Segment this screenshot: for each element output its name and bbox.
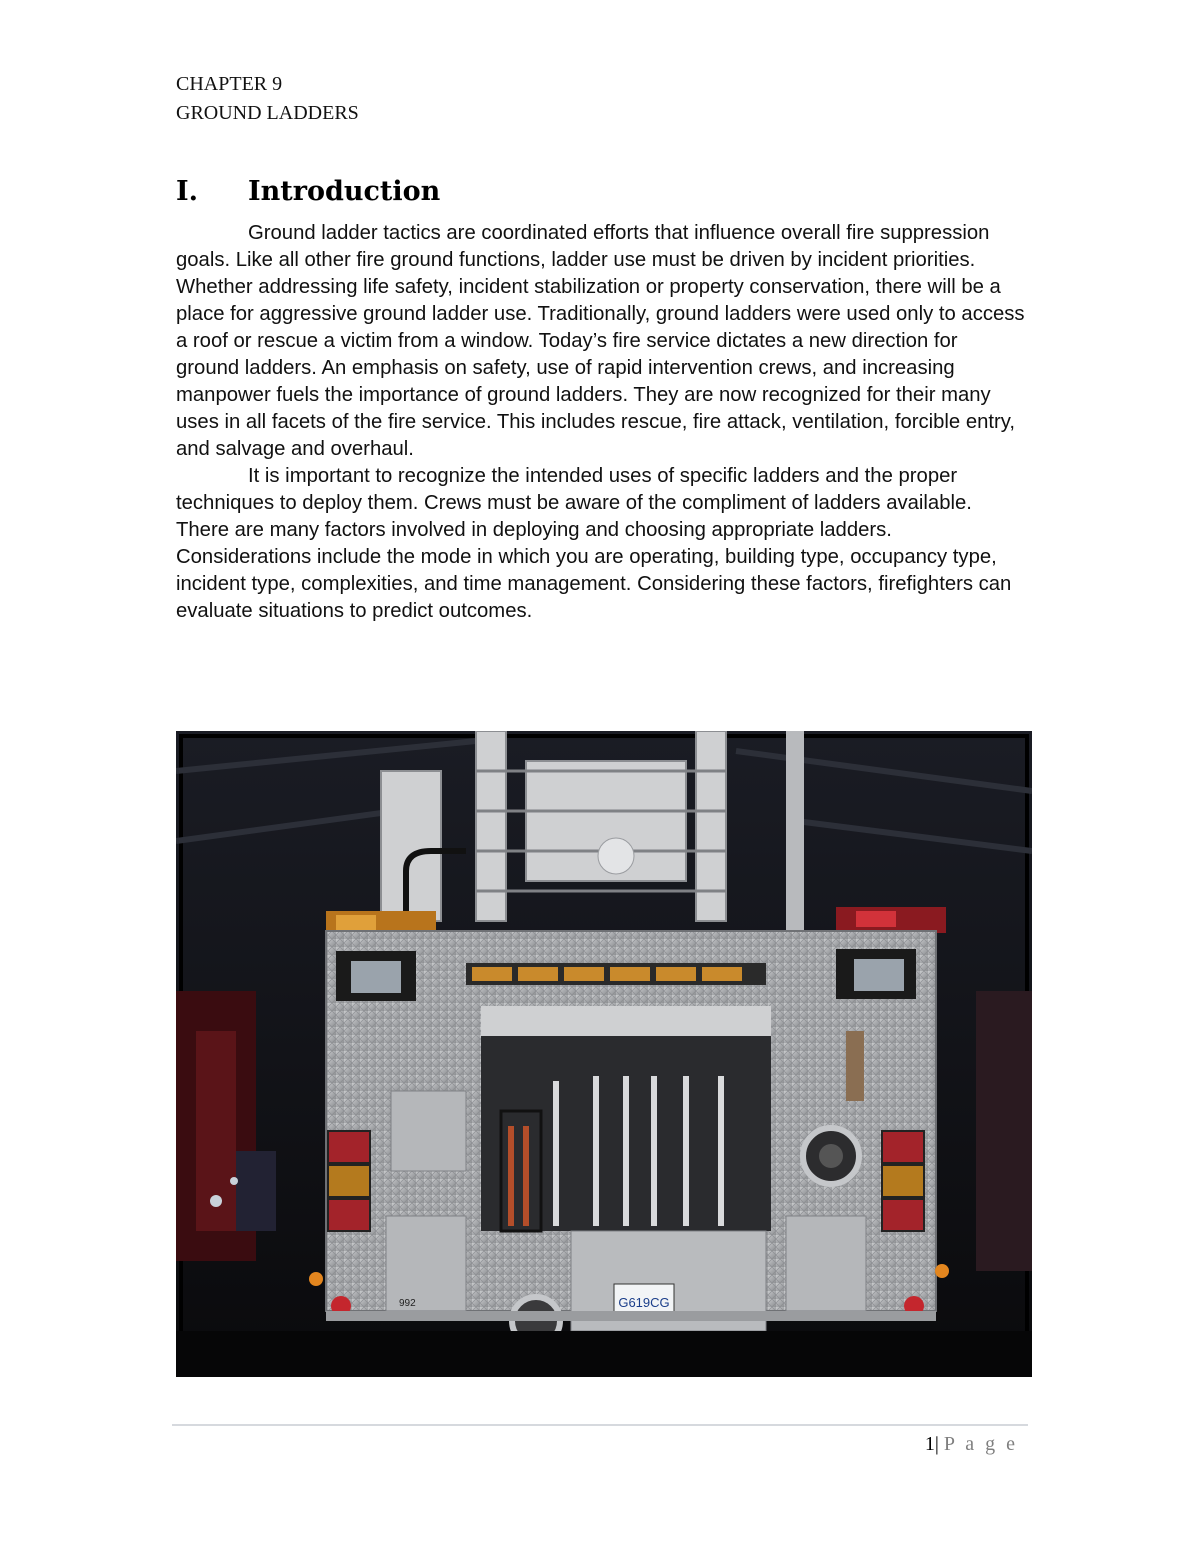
page-word: P a g e: [943, 1433, 1018, 1455]
page-number: 1: [924, 1433, 935, 1455]
license-plate-text: G619CG: [618, 1295, 670, 1310]
page-separator: |: [934, 1433, 939, 1455]
fire-truck-rear-illustration: [176, 731, 1032, 1377]
paragraph: It is important to recognize the intended uses of specific ladders and the proper techniques to deploy them. Crews must be aware of the compliment of ladders available. There are many factors involved in deploying and choosing appropriate ladders. Considerations include the mode in which you are operating, building type, occupancy type, incident type, complexities, and time management. Considering these factors, firefighters can evaluate situations to predict outcomes.: [176, 465, 1012, 622]
section-number: I.: [176, 176, 199, 207]
section-heading: [176, 172, 440, 212]
paragraph: Ground ladder tactics are coordinated efforts that influence overall fire suppression goals. Like all other fire ground functions, ladder use must be driven by incident priorities. Whether addressing life safety, incident stabilization or property conservation, there will be a place for aggressive ground ladder use. Traditionally, ground ladders were used only to access a roof or rescue a victim from a window. Today’s fire service dictates a new direction for ground ladders. An emphasis on safety, use of rapid intervention crews, and increasing manpower fuels the importance of ground ladders. They are now recognized for their many uses in all facets of the fire service. This includes rescue, fire attack, ventilation, forcible entry, and salvage and overhaul.: [176, 222, 1025, 460]
unit-number-text: 992: [399, 1298, 416, 1309]
chapter-label: CHAPTER 9: [176, 73, 283, 95]
fire-truck-photo: [176, 731, 1032, 1377]
section-title: Introduction: [248, 176, 441, 207]
chapter-title: GROUND LADDERS: [176, 102, 359, 124]
body-text: [176, 220, 1026, 625]
running-header: [176, 70, 359, 128]
footer-divider: [172, 1424, 1028, 1426]
page-footer: [925, 1431, 1018, 1457]
